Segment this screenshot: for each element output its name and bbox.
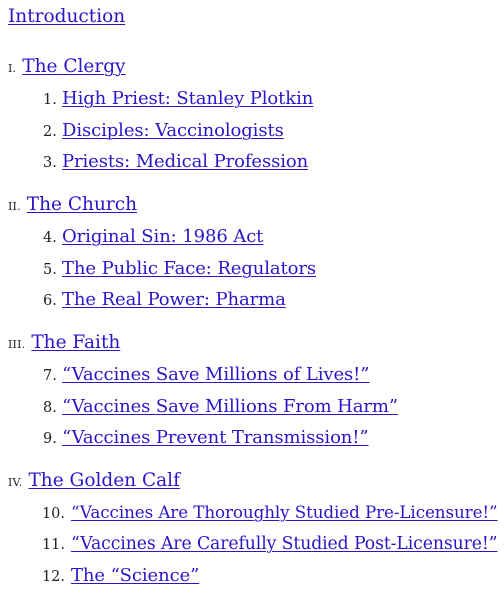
chapter-number: 10. bbox=[41, 506, 65, 522]
chapter-number: 1. bbox=[43, 92, 57, 108]
chapter-link[interactable]: “Vaccines Prevent Transmission!” bbox=[62, 427, 369, 448]
chapter-item bbox=[43, 289, 286, 310]
chapter-link[interactable]: The Real Power: Pharma bbox=[62, 289, 286, 310]
chapter-link[interactable]: Disciples: Vaccinologists bbox=[62, 120, 284, 141]
chapter-link[interactable]: High Priest: Stanley Plotkin bbox=[62, 88, 314, 109]
part-heading bbox=[8, 470, 180, 491]
chapter-number: 7. bbox=[43, 368, 57, 384]
chapter-item bbox=[43, 120, 284, 141]
chapter-number: 4. bbox=[43, 230, 57, 246]
chapter-link[interactable]: Priests: Medical Profession bbox=[62, 151, 309, 172]
chapter-link[interactable]: Original Sin: 1986 Act bbox=[62, 226, 264, 247]
chapter-number: 5. bbox=[43, 262, 57, 278]
chapter-item bbox=[43, 226, 263, 247]
part-heading bbox=[8, 194, 137, 215]
part-heading bbox=[8, 332, 120, 353]
chapter-item bbox=[41, 565, 199, 586]
chapter-item bbox=[43, 427, 369, 448]
chapter-item bbox=[41, 534, 497, 554]
introduction-link[interactable]: Introduction bbox=[8, 6, 126, 27]
part-numeral: II. bbox=[8, 200, 21, 213]
part-link-the-clergy[interactable]: The Clergy bbox=[22, 56, 126, 77]
chapter-item bbox=[41, 502, 497, 522]
part-link-the-golden-calf[interactable]: The Golden Calf bbox=[28, 470, 180, 491]
chapter-item bbox=[43, 258, 316, 279]
chapter-item bbox=[43, 88, 313, 109]
chapter-number: 11. bbox=[41, 537, 65, 553]
part-heading bbox=[8, 56, 126, 77]
part-numeral: III. bbox=[8, 338, 26, 351]
chapter-link[interactable]: “Vaccines Are Thoroughly Studied Pre-Licensure!” bbox=[71, 502, 498, 522]
chapter-item bbox=[43, 364, 369, 385]
chapter-link[interactable]: “Vaccines Are Carefully Studied Post-Licensure!” bbox=[71, 534, 498, 554]
chapter-item bbox=[43, 151, 308, 172]
chapter-number: 8. bbox=[43, 400, 57, 416]
chapter-number: 2. bbox=[43, 124, 57, 140]
chapter-number: 3. bbox=[43, 155, 57, 171]
part-numeral: I. bbox=[8, 62, 17, 75]
chapter-link[interactable]: The Public Face: Regulators bbox=[62, 258, 317, 279]
part-link-the-faith[interactable]: The Faith bbox=[31, 332, 121, 353]
part-numeral: IV. bbox=[8, 476, 23, 489]
chapter-number: 6. bbox=[43, 293, 57, 309]
part-link-the-church[interactable]: The Church bbox=[26, 194, 137, 215]
chapter-link[interactable]: “Vaccines Save Millions of Lives!” bbox=[62, 364, 370, 385]
chapter-item bbox=[43, 396, 398, 417]
chapter-number: 12. bbox=[41, 569, 65, 585]
chapter-link[interactable]: The “Science” bbox=[71, 565, 200, 586]
chapter-number: 9. bbox=[43, 431, 57, 447]
chapter-link[interactable]: “Vaccines Save Millions From Harm” bbox=[62, 396, 398, 417]
